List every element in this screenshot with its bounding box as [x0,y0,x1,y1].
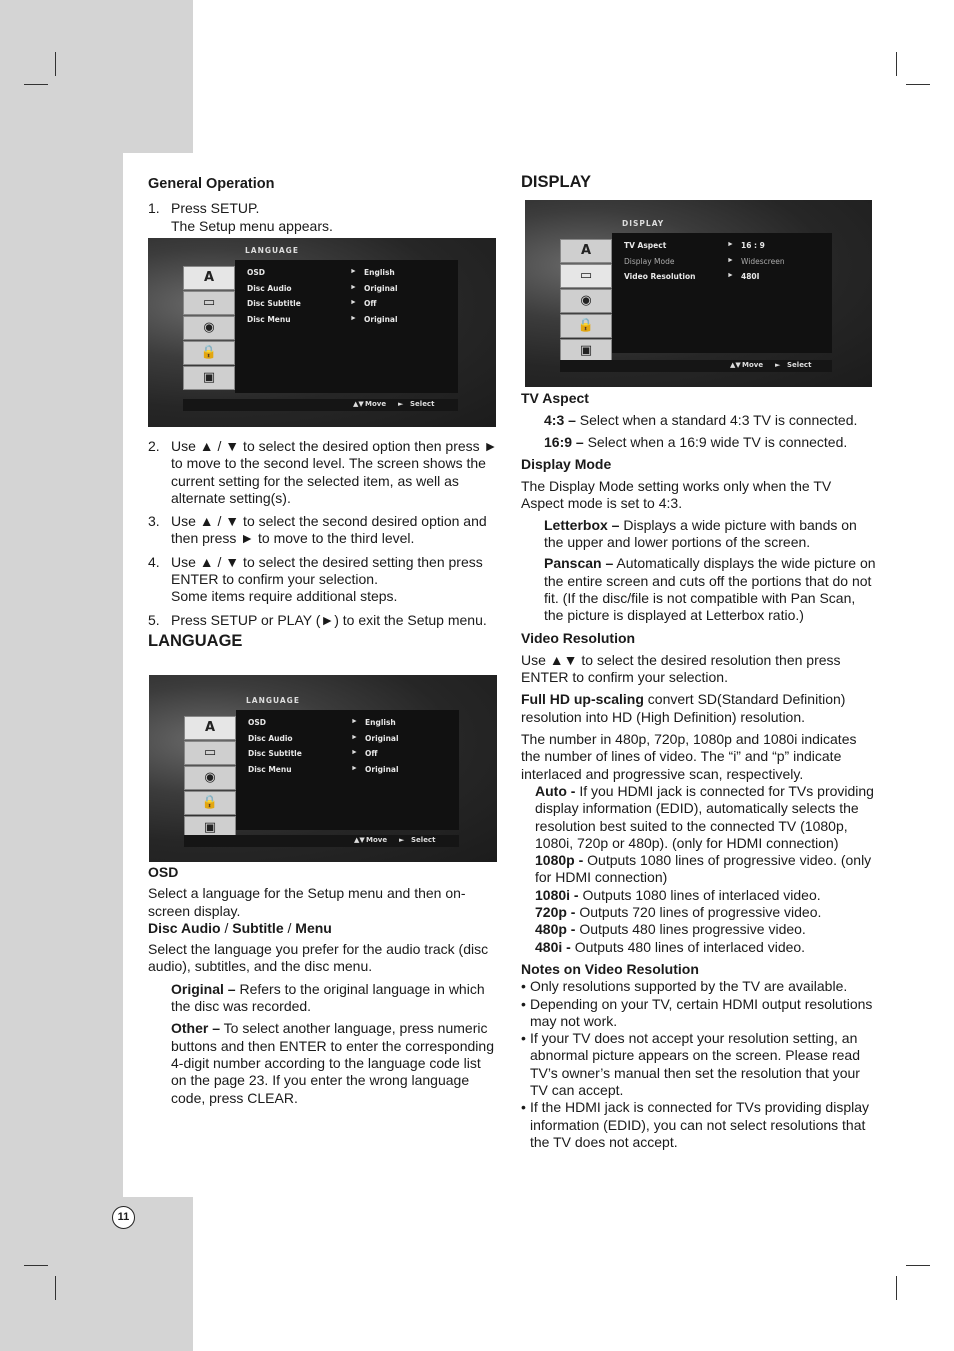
crop-mark [906,84,930,85]
video-resolution-heading: Video Resolution [521,629,636,646]
bullet: • [521,1099,526,1116]
step-1 [148,200,500,235]
menu-title: LANGUAGE [245,246,299,255]
aspect-43-label: 4:3 – [544,412,576,429]
menu-title: DISPLAY [622,219,665,228]
select-label: Select [787,361,812,369]
r720p-text: Outputs 720 lines of progressive video. [575,904,822,921]
menu-option-label[interactable]: Disc Subtitle [247,299,301,308]
disc-text: Select the language you prefer for the audio track (disc audio), subtitles, and the disc menu. [148,941,489,975]
menu-option-value: Off [365,749,378,758]
r480p-label: 480p - [535,921,576,938]
option-arrow-icon: ► [350,299,357,306]
language-heading: LANGUAGE [148,631,243,650]
crop-mark [906,1265,930,1266]
osd-heading: OSD [148,864,179,880]
option-arrow-icon: ► [727,241,734,248]
step-text: Use ▲ / ▼ to select the desired setting then press ENTER to confirm your selection. [171,553,483,588]
menu-option-label[interactable]: Disc Menu [247,314,291,324]
r480p-item [535,921,876,938]
notes-heading: Notes on Video Resolution [521,960,699,977]
menu-option-label[interactable]: OSD [247,268,266,277]
left-column-language [148,864,500,1107]
option-arrow-icon: ► [727,256,734,264]
page-margin-bottom [0,1197,193,1351]
full-hd-desc: convert SD(Standard Definition) resolution into HD (High Definition) resolution. [521,691,846,725]
r480p-text: Outputs 480 lines progressive video. [575,921,806,938]
display-mode-heading: Display Mode [521,455,612,472]
r720p-item [535,904,876,921]
aspect-169-label: 16:9 – [544,433,584,450]
audio-tab-icon[interactable]: ◉ [183,316,235,340]
move-label: Move [365,400,387,408]
step-text: Press SETUP. [171,200,260,217]
step-5 [148,612,500,629]
aspect-169-text: Select when a 16:9 wide TV is connected. [583,433,848,450]
step-number: 2. [148,438,160,454]
page-number: 11 [112,1206,135,1229]
page-margin-top [0,0,193,153]
others-tab-icon[interactable]: ▣ [184,816,236,840]
r480i-text: Outputs 480 lines of interlaced video. [570,938,806,955]
original-label: Original – [171,980,236,997]
subtitle-label: Subtitle [232,919,284,936]
menu-option-label[interactable]: OSD [248,718,267,727]
step-number: 5. [148,611,160,628]
left-column-steps [148,438,500,650]
letterbox-text: Displays a wide picture with bands on the upper and lower portions of the screen. [544,516,857,551]
select-icon: ► [775,361,781,369]
menu-option-label[interactable]: Display Mode [624,256,675,266]
full-hd-text [521,691,876,726]
r1080p-label: 1080p - [535,852,584,869]
disc-audio-label: Disc Audio [148,919,221,936]
option-arrow-icon: ► [351,733,358,741]
general-operation-heading: General Operation [148,176,275,192]
auto-text: If you HDMI jack is connected for TVs providing display information (EDID), automatically selects the resolution best suited to the connected TV (1080p, 1080i, 720p or 480p). (only for HDMI connection) [535,782,874,851]
step-2 [148,438,500,507]
step-text: Press SETUP or PLAY (►) to exit the Setup menu. [171,611,487,628]
move-icon: ▲▼ [353,400,364,408]
step-text: Use ▲ / ▼ to select the second desired option and then press ► to move to the third level. [171,513,487,547]
left-column [148,176,500,235]
page-margin-left [0,153,123,1197]
lock-tab-icon[interactable]: 🔒 [184,791,236,815]
menu-option-label[interactable]: Disc Audio [248,733,293,743]
separator: / [283,919,296,936]
r1080p-item [535,852,876,887]
tv-aspect-heading: TV Aspect [521,390,589,406]
note-text: If your TV does not accept your resolution setting, an abnormal picture appears on the screen. Please read TV’s owner’s manual then set the resolution that your TV can accept. [530,1030,860,1098]
crop-mark [24,84,48,85]
display-menu-screenshot [525,200,872,387]
menu-panel [235,260,458,393]
note-text: If the HDMI jack is connected for TVs providing display information (EDID), you can not select resolutions that the TV does not accept. [530,1099,870,1150]
r1080i-text: Outputs 1080 lines of interlaced video. [578,886,821,903]
original-item [148,981,500,1016]
video-resolution-text: Use ▲▼ to select the desired resolution then press ENTER to confirm your selection. [521,651,841,686]
note-item [521,996,876,1031]
menu-option-value: Widescreen [741,256,785,266]
language-menu-screenshot [148,238,496,427]
move-label: Move [366,836,388,844]
menu-option-label[interactable]: Disc Subtitle [248,749,302,758]
menu-option-value: Original [365,764,399,774]
note-item [521,1030,876,1099]
menu-title: LANGUAGE [246,696,300,705]
option-arrow-icon: ► [350,283,357,291]
osd-text: Select a language for the Setup menu and then on-screen display. [148,885,466,919]
step-4 [148,554,500,606]
menu-label: Menu [295,919,332,936]
option-arrow-icon: ► [351,749,358,756]
select-icon: ► [399,836,405,844]
aspect-169-item [521,434,876,451]
select-label: Select [411,836,436,844]
aspect-43-text: Select when a standard 4:3 TV is connected. [575,412,858,429]
note-item [521,978,876,995]
others-tab-icon[interactable]: ▣ [183,366,235,390]
menu-panel [612,233,832,353]
separator: / [220,919,233,936]
option-arrow-icon: ► [727,272,734,279]
audio-tab-icon[interactable]: ◉ [184,766,236,790]
panscan-text: Automatically displays the wide picture on the entire screen and cuts off the portions that do not fit. (If the disc/file is not compatible with Pan Scan, the picture is displayed at Letterbox ratio.) [544,555,876,624]
letterbox-item [521,517,876,552]
others-tab-icon[interactable]: ▣ [560,339,612,363]
menu-option-value: 480I [741,272,760,281]
menu-option-value: English [364,268,395,277]
move-icon: ▲▼ [730,361,741,369]
step-text: Use ▲ / ▼ to select the desired option then press ► to move to the second level. The screen shows the current setting for the selected item, as well as alternate setting(s). [171,438,498,506]
r720p-label: 720p - [535,904,576,921]
bullet: • [521,995,526,1012]
menu-option-label[interactable]: Disc Menu [248,764,292,774]
step-text: Some items require additional steps. [171,588,398,605]
select-label: Select [410,400,435,408]
move-label: Move [742,361,764,369]
display-tab-icon[interactable]: ▭ [184,741,236,765]
display-tab-icon[interactable]: ▭ [183,291,235,315]
select-icon: ► [398,400,404,408]
step-number: 1. [148,200,160,217]
original-text: Refers to the original language in which the disc was recorded. [171,980,485,1015]
step-3 [148,513,500,548]
auto-label: Auto - [535,782,576,799]
language-tab-icon[interactable]: A [183,266,235,290]
letterbox-label: Letterbox – [544,516,620,533]
panscan-label: Panscan – [544,555,614,572]
menu-option-value: Original [364,314,398,324]
menu-option-label[interactable]: Disc Audio [247,283,292,293]
crop-mark [896,52,897,76]
aspect-43-item [521,412,876,429]
step-number: 4. [148,553,160,570]
resolution-list [521,783,876,956]
crop-mark [55,52,56,76]
lock-tab-icon[interactable]: 🔒 [183,341,235,365]
move-icon: ▲▼ [354,836,365,844]
menu-option-label[interactable]: TV Aspect [624,241,667,250]
menu-option-value: English [365,718,396,727]
auto-item [535,783,876,852]
other-label: Other – [171,1020,221,1037]
option-arrow-icon: ► [350,314,357,322]
other-text: To select another language, press numeric buttons and then ENTER to enter the corresponding 4-digit number according to the language code list on the page 23. If you enter the wrong language code, press CLEAR. [171,1020,494,1106]
note-text: Depending on your TV, certain HDMI output resolutions may not work. [530,995,873,1029]
display-heading: DISPLAY [521,173,591,191]
menu-option-value: Off [364,299,377,308]
r480i-label: 480i - [535,938,571,955]
bullet: • [521,1030,526,1047]
lock-tab-icon[interactable]: 🔒 [560,314,612,338]
crop-mark [24,1265,48,1266]
r1080i-label: 1080i - [535,886,579,903]
step-number: 3. [148,513,160,530]
r1080i-item [535,887,876,904]
language-menu-screenshot [149,675,497,862]
disc-heading [148,920,500,937]
display-tab-icon[interactable]: ▭ [560,264,612,288]
crop-mark [896,1276,897,1300]
r1080p-text: Outputs 1080 lines of progressive video. (only for HDMI connection) [535,852,872,886]
option-arrow-icon: ► [351,718,358,725]
option-arrow-icon: ► [350,268,357,275]
display-mode-text: The Display Mode setting works only when the TV Aspect mode is set to 4:3. [521,478,832,512]
crop-mark [55,1276,56,1300]
menu-option-value: 16 : 9 [741,241,765,250]
menu-option-value: Original [365,733,399,743]
audio-tab-icon[interactable]: ◉ [560,289,612,313]
other-item [148,1020,500,1106]
full-hd-label: Full HD up-scaling [521,691,644,708]
option-arrow-icon: ► [351,764,358,772]
panscan-item [521,555,876,624]
step-text: The Setup menu appears. [171,217,333,234]
note-item [521,1099,876,1151]
language-tab-icon[interactable]: A [560,239,612,263]
r480i-item [535,939,876,956]
menu-option-label[interactable]: Video Resolution [624,272,696,281]
right-column-top [521,174,876,191]
menu-option-value: Original [364,283,398,293]
right-column [521,390,876,1151]
language-tab-icon[interactable]: A [184,716,236,740]
note-text: Only resolutions supported by the TV are available. [530,978,848,995]
bullet: • [521,978,526,995]
lines-text: The number in 480p, 720p, 1080p and 1080i indicates the number of lines of video. The “i” and “p” indicate interlaced and progressive scan, respectively. [521,731,857,782]
